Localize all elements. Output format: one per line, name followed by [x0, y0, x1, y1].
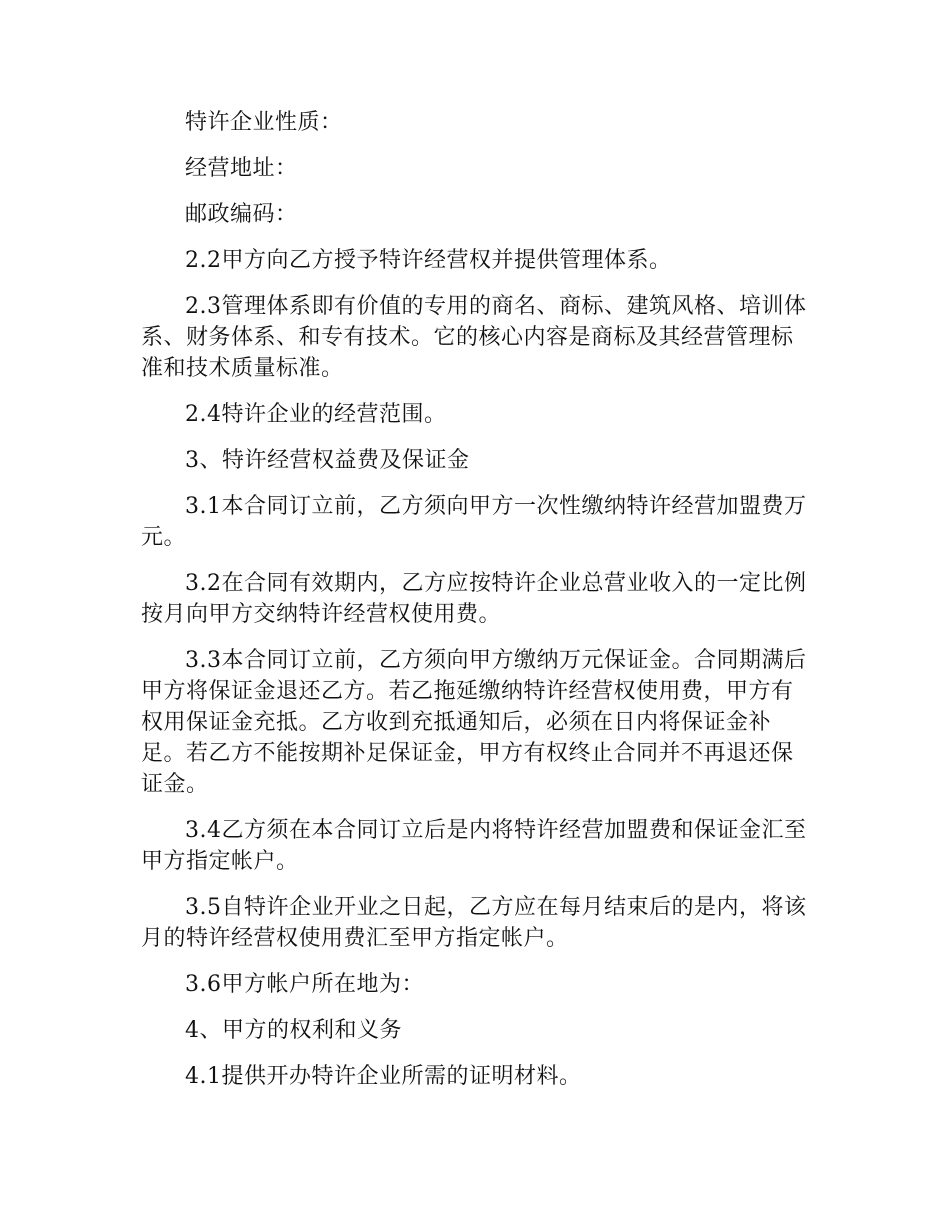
clause-4-1: 4.1提供开办特许企业所需的证明材料。 — [185, 1064, 582, 1089]
field-enterprise-nature: 特许企业性质： — [185, 110, 343, 135]
clause-3-6: 3.6甲方帐户所在地为： — [185, 972, 424, 997]
clause-3-1: 3.1本合同订立前，乙方须向甲方一次性缴纳特许经营加盟费万元。 — [141, 494, 807, 550]
clause-3-3: 3.3本合同订立前，乙方须向甲方缴纳万元保证金。合同期满后甲方将保证金退还乙方。若乙拖延缴纳特许经营权使用费，甲方有权用保证金充抵。乙方收到充抵通知后，必须在日内将保证金补足。若乙方不能按期补足保证金，甲方有权终止合同并不再退还保证金。 — [141, 648, 807, 797]
section-3-heading: 3、特许经营权益费及保证金 — [185, 448, 470, 473]
field-postal-code: 邮政编码： — [185, 202, 298, 227]
clause-2-3: 2.3管理体系即有价值的专用的商名、商标、建筑风格、培训体系、财务体系、和专有技术。它的核心内容是商标及其经营管理标准和技术质量标准。 — [141, 294, 807, 381]
section-4-heading: 4、甲方的权利和义务 — [185, 1018, 402, 1043]
clause-3-5: 3.5自特许企业开业之日起，乙方应在每月结束后的是内，将该月的特许经营权使用费汇至甲方指定帐户。 — [141, 895, 807, 951]
clause-2-4: 2.4特许企业的经营范围。 — [185, 402, 447, 427]
clause-3-2: 3.2在合同有效期内，乙方应按特许企业总营业收入的一定比例按月向甲方交纳特许经营权使用费。 — [141, 571, 807, 627]
clause-3-4: 3.4乙方须在本合同订立后是内将特许经营加盟费和保证金汇至甲方指定帐户。 — [141, 818, 807, 874]
document-body — [141, 107, 813, 1107]
field-business-address: 经营地址： — [185, 156, 298, 181]
clause-2-2: 2.2甲方向乙方授予特许经营权并提供管理体系。 — [185, 248, 672, 273]
